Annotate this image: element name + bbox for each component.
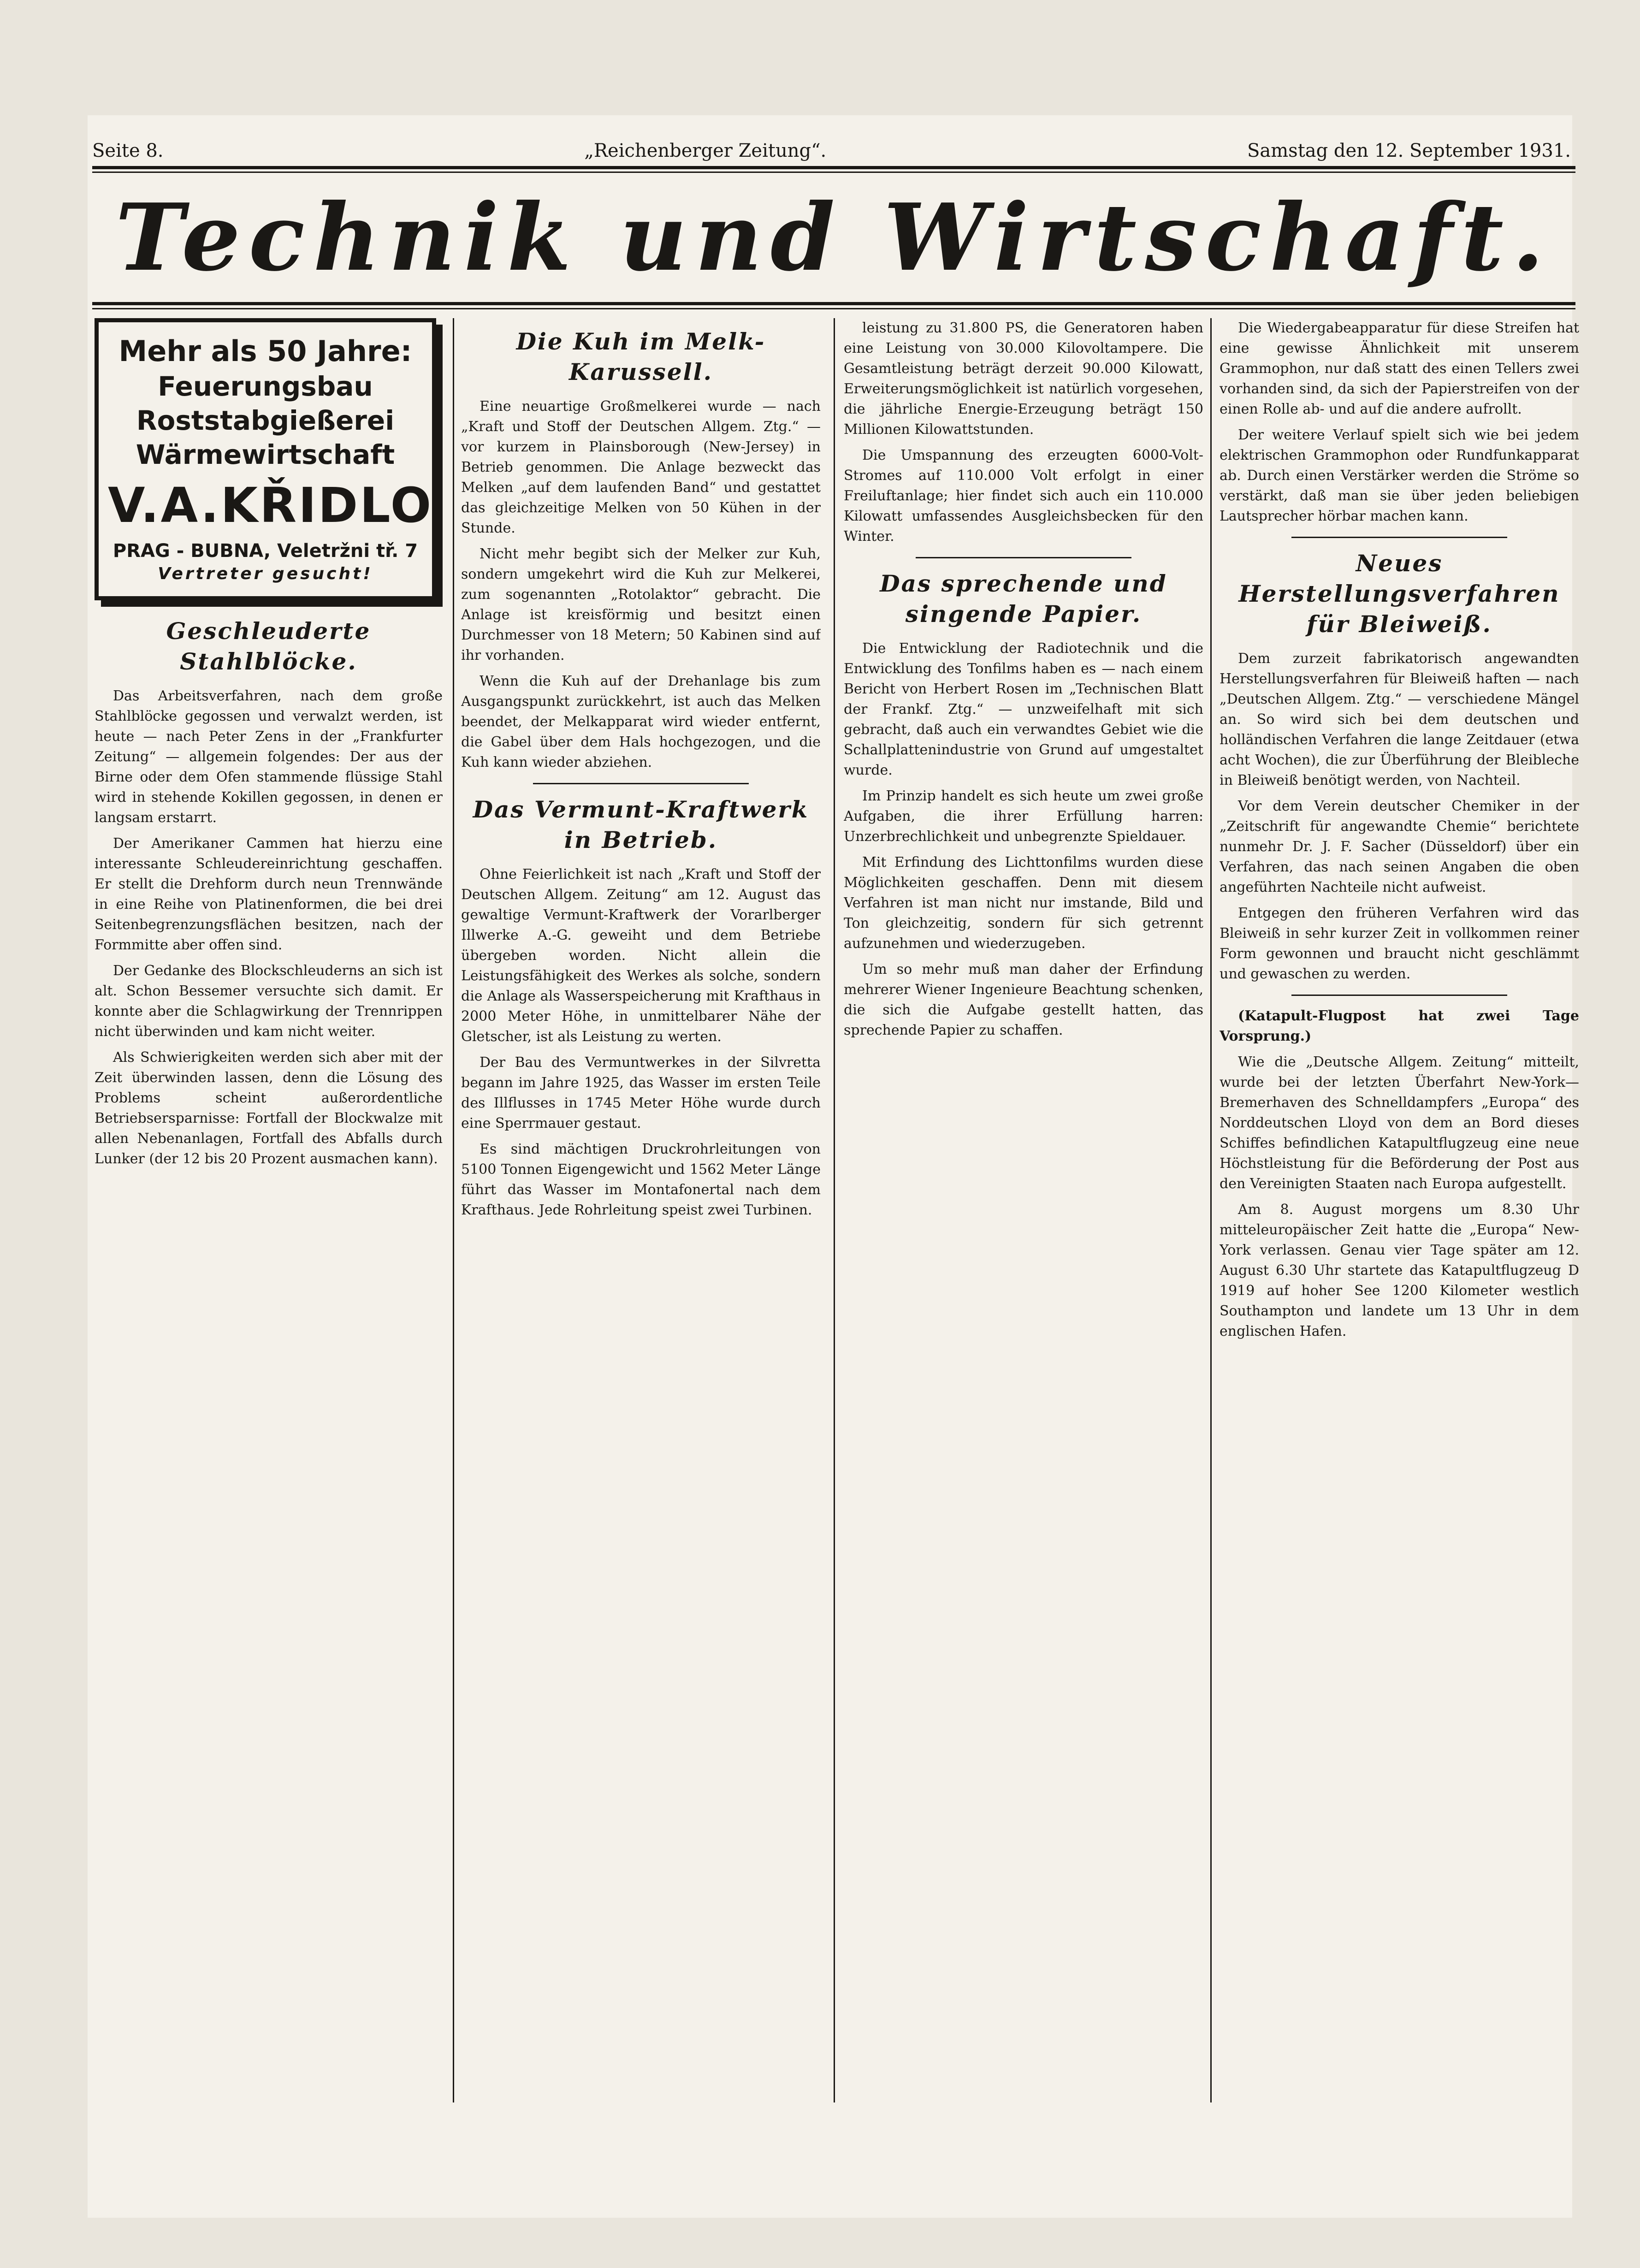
article-paragraph: Es sind mächtigen Druckrohrleitungen von 5100 Tonnen Eigengewicht und 1562 Meter Länge führt das Wasser im Montafonertal nach dem Krafthaus. Jede Rohrleitung speist zwei Turbinen. <box>461 1141 821 1218</box>
column-divider <box>1210 318 1212 2102</box>
article-paragraph: leistung zu 31.800 PS, die Generatoren haben eine Leistung von 30.000 Kilovoltampere. Die Gesamtleistung beträgt derzeit 90.000 Kilowatt, Erweiterungsmöglichkeit ist natürlich vorgesehen, die jährliche Energie-Erzeugung beträgt 150 Millionen Kilowattstunden. <box>844 320 1203 438</box>
ad-firm-name: V.A.KŘIDLO <box>108 477 433 533</box>
article-paragraph: Mit Erfindung des Lichttonfilms wurden diese Möglichkeiten geschaffen. Denn mit diesem Verfahren ist man nicht nur imstande, Bild und Ton gleichzeitig, sondern für sich getrennt aufzunehmen und wiederzugeben. <box>844 854 1203 952</box>
header-rule-thin <box>92 172 1575 173</box>
article-paragraph: Im Prinzip handelt es sich heute um zwei große Aufgaben, die ihrer Erfüllung harren: Unzerbrechlichkeit und unbegrenzte Spieldauer. <box>844 788 1203 845</box>
masthead-rule-thin <box>92 308 1575 309</box>
ad-line: Roststabgießerei <box>136 405 395 436</box>
article-paragraph: Der Amerikaner Cammen hat hierzu eine interessante Schleudereinrichtung geschaffen. Er stellt die Drehform durch neun Trennwände in eine Reihe von Platinenformen, die bei drei Seitenbegrenzungsflächen besitzen, nach der Formmitte aber offen sind. <box>95 835 443 953</box>
advertisement-kridlo <box>95 318 436 600</box>
article-separator <box>916 557 1131 558</box>
article-paragraph: Am 8. August morgens um 8.30 Uhr mitteleuropäischer Zeit hatte die „Europa“ New-York verlassen. Genau vier Tage später am 12. August 6.30 Uhr startete das Katapultflugzeug D 1919 auf hoher See 1200 Kilometer westlich Southampton und landete um 13 Uhr in dem englischen Hafen. <box>1220 1202 1579 1339</box>
article-paragraph: Entgegen den früheren Verfahren wird das Bleiweiß in sehr kurzer Zeit in vollkommen reiner Form gewonnen und braucht nicht geschlämmt und gewaschen zu werden. <box>1220 905 1579 982</box>
article-paragraph: Um so mehr muß man daher der Erfindung mehrerer Wiener Ingenieure Beachtung schenken, die sich die Aufgabe gestellt hatten, das sprechende Papier zu schaffen. <box>844 961 1203 1038</box>
column-4 <box>1220 318 1579 2162</box>
ad-line: Feuerungsbau <box>158 371 373 402</box>
article-headline: Die Kuh im Melk-Karussell. <box>516 328 766 385</box>
column-divider <box>834 318 835 2102</box>
article-paragraph: Wenn die Kuh auf der Drehanlage bis zum Ausgangspunkt zurückkehrt, ist auch das Melken beendet, der Melkapparat wird wieder entfernt, die Gabel über dem Hals hochgezogen, und die Kuh kann wieder abziehen. <box>461 673 821 770</box>
article-paragraph: Der weitere Verlauf spielt sich wie bei jedem elektrischen Grammophon oder Rundfunkapparat ab. Durch einen Verstärker werden die Ströme so verstärkt, daß man sie über jeden beliebigen Lautsprecher hörbar machen kann. <box>1220 427 1579 524</box>
article-separator <box>533 783 749 784</box>
article-paragraph: Die Entwicklung der Radiotechnik und die Entwicklung des Tonfilms haben es — nach einem Bericht von Herbert Rosen im „Technischen Blatt der Frankf. Ztg.“ — unzweifelhaft mit sich gebracht, daß auch ein verwandtes Gebiet wie die Schallplattenindustrie von Grund auf umgestaltet wurde. <box>844 640 1203 778</box>
section-masthead: Technik und Wirtschaft. <box>115 183 1552 292</box>
article-paragraph: Die Umspannung des erzeugten 6000-Volt-Stromes auf 110.000 Volt erfolgt in einer Freiluftanlage; hier findet sich auch ein 110.000 Kilowatt umfassendes Ausgleichsbecken für den Winter. <box>844 447 1203 545</box>
paper-name: „Reichenberger Zeitung“. <box>584 140 827 161</box>
article-paragraph: Der Bau des Vermuntwerkes in der Silvretta begann im Jahre 1925, das Wasser im ersten Teile des Illflusses in 1745 Meter Höhe wurde durch eine Sperrmauer gestaut. <box>461 1054 821 1131</box>
article-separator <box>1291 537 1507 538</box>
article-headline: Geschleuderte Stahlblöcke. <box>166 617 371 675</box>
article-lead-title: (Katapult-Flugpost hat zwei Tage Vorsprung.) <box>1220 1008 1579 1044</box>
ad-note: Vertreter gesucht! <box>158 564 373 583</box>
article-paragraph: Vor dem Verein deutscher Chemiker in der „Zeitschrift für angewandte Chemie“ berichtete nunmehr Dr. J. F. Sacher (Düsseldorf) über ein Verfahren, das nach seinen Angaben die oben angeführten Nachteile nicht aufweist. <box>1220 798 1579 895</box>
article-headline: Neues Herstellungsverfahren für Bleiweiß. <box>1238 550 1560 638</box>
article-headline: Das Vermunt-Kraftwerk in Betrieb. <box>473 796 809 853</box>
article-paragraph: Der Gedanke des Blockschleuderns an sich ist alt. Schon Bessemer versuchte sich damit. Er konnte aber die Schlagwirkung der Trennrippen nicht überwinden und kam nicht weiter. <box>95 963 443 1040</box>
column-3 <box>844 318 1203 2162</box>
article-paragraph: Wie die „Deutsche Allgem. Zeitung“ mitteilt, wurde bei der letzten Überfahrt New-York—Bremerhaven des Schnelldampfers „Europa“ des Norddeutschen Lloyd von dem an Bord dieses Schiffes befindlichen Katapultflugzeug eine neue Höchstleistung für die Beförderung der Post aus den Vereinigten Staaten nach Europa aufgestellt. <box>1220 1054 1579 1192</box>
issue-date: Samstag den 12. September 1931. <box>1247 140 1571 161</box>
article-paragraph: Als Schwierigkeiten werden sich aber mit der Zeit überwinden lassen, denn die Lösung des Problems scheint außerordentliche Betriebsersparnisse: Fortfall der Blockwalze mit allen Nebenanlagen, Fortfall des Abfalls durch Lunker (der 12 bis 20 Prozent ausmachen kann). <box>95 1049 443 1167</box>
article-paragraph: Ohne Feierlichkeit ist nach „Kraft und Stoff der Deutschen Allgem. Zeitung“ am 12. August das gewaltige Vermunt-Kraftwerk der Vorarlberger Illwerke A.-G. geweiht und dem Betriebe übergeben worden. Nicht allein die Leistungsfähigkeit des Werkes als solche, sondern die Anlage als Wasserspeicherung mit Krafthaus in 2000 Meter Höhe, in unmittelbarer Nähe der Gletscher, ist als Leistung zu werten. <box>461 866 821 1045</box>
article-paragraph: Die Wiedergabeapparatur für diese Streifen hat eine gewisse Ähnlichkeit mit unserem Grammophon, nur daß statt des einen Tellers zwei vorhanden sind, da sich der Papierstreifen von der einen Rolle ab- und auf die andere aufrollt. <box>1220 320 1579 417</box>
header-rule <box>92 166 1575 169</box>
ad-line: Mehr als 50 Jahre: <box>118 334 412 368</box>
column-2 <box>461 318 821 2162</box>
article-paragraph: Dem zurzeit fabrikatorisch angewandten Herstellungsverfahren für Bleiweiß haften — nach „Deutschen Allgem. Ztg.“ — verschiedene Mängel an. So wird sich bei dem deutschen und holländischen Verfahren die lange Zeitdauer (etwa acht Wochen), die zur Überführung der Bleibleche in Bleiweiß benötigt werden, von Nachteil. <box>1220 651 1579 788</box>
running-header <box>92 124 1571 161</box>
article-separator <box>1291 995 1507 996</box>
page-number: Seite 8. <box>92 140 164 161</box>
article-paragraph: Eine neuartige Großmelkerei wurde — nach „Kraft und Stoff der Deutschen Allgem. Ztg.“ — vor kurzem in Plainsborough (New-Jersey) in Betrieb genommen. Die Anlage bezweckt das Melken „auf dem laufenden Band“ und gestattet das gleichzeitige Melken von 50 Kühen in der Stunde. <box>461 398 821 536</box>
article-paragraph: Nicht mehr begibt sich der Melker zur Kuh, sondern umgekehrt wird die Kuh zur Melkerei, zum sogenannten „Rotolaktor“ gebracht. Die Anlage ist kreisförmig und besitzt einen Durchmesser von 18 Metern; 50 Kabinen sind auf ihr vorhanden. <box>461 546 821 663</box>
article-headline: Das sprechende und singende Papier. <box>880 570 1167 628</box>
ad-address: PRAG - BUBNA, Veletržni tř. 7 <box>112 540 418 562</box>
ad-line: Wärmewirtschaft <box>136 439 395 470</box>
column-divider <box>453 318 454 2102</box>
article-paragraph: Das Arbeitsverfahren, nach dem große Stahlblöcke gegossen und verwalzt werden, ist heute — nach Peter Zens in der „Frankfurter Zeitung“ — allgemein folgendes: Der aus der Birne oder dem Ofen stammende flüssige Stahl wird in stehende Kokillen gegossen, in denen er langsam erstarrt. <box>95 688 443 826</box>
column-1 <box>95 318 443 2162</box>
masthead-rule <box>92 302 1575 305</box>
